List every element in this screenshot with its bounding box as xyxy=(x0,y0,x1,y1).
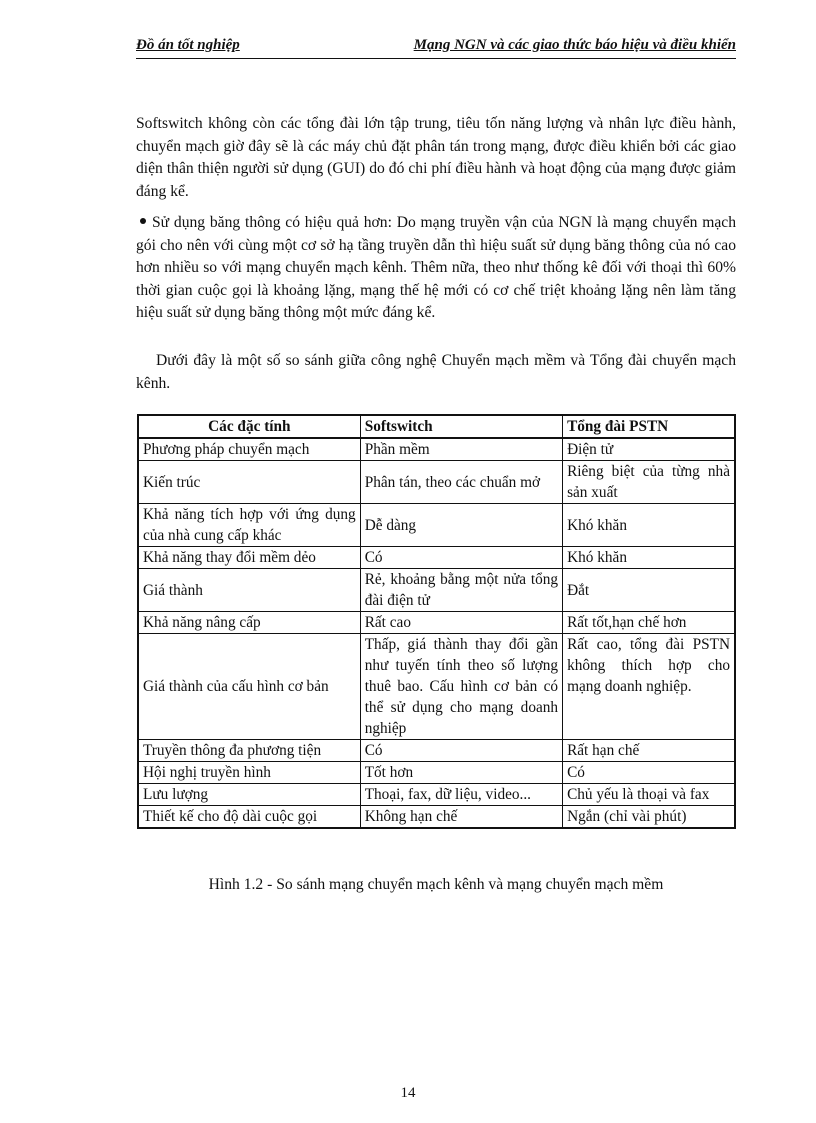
table-cell: Hội nghị truyền hình xyxy=(138,762,360,784)
table-cell: Rất hạn chế xyxy=(563,740,735,762)
paragraph-3 xyxy=(136,350,736,395)
table-cell: Giá thành xyxy=(138,569,360,612)
table-cell: Khó khăn xyxy=(563,547,735,569)
table-cell: Rất cao, tổng đài PSTN không thích hợp cho mạng doanh nghiệp. xyxy=(563,634,735,740)
table-row xyxy=(138,634,735,740)
table-cell: Có xyxy=(360,740,562,762)
paragraph-2-text: Sử dụng băng thông có hiệu quả hơn: Do mạng truyền vận của NGN là mạng chuyển mạch gói cho nên với cùng một cơ sở hạ tầng truyền dẫn thì hiệu suất sử dụng băng thông của nó cao hơn nhiều so với mạng chuyển mạch kênh. Thêm nữa, theo như thống kê đối với thoại thì 60% thời gian cuộc gọi là khoảng lặng, mạng thế hệ mới có cơ chế triệt khoảng lặng nên làm tăng hiệu suất sử dụng băng thông một mức đáng kể. xyxy=(136,214,736,321)
table-row xyxy=(138,806,735,829)
table-cell: Tốt hơn xyxy=(360,762,562,784)
table-cell: Điện tử xyxy=(563,438,735,461)
table-row xyxy=(138,740,735,762)
paragraph-1: Softswitch không còn các tổng đài lớn tập trung, tiêu tốn năng lượng và nhân lực điều hành, chuyển mạch giờ đây sẽ là các máy chủ đặt phân tán trong mạng, được điều khiển bởi các giao diện thân thiện người sử dụng (GUI) do đó chi phí điều hành và hoạt động của mạng được giảm đáng kể. xyxy=(136,115,736,200)
table-cell: Có xyxy=(563,762,735,784)
table-cell: Rẻ, khoảng bằng một nửa tổng đài điện tử xyxy=(360,569,562,612)
table-cell: Đắt xyxy=(563,569,735,612)
table-row xyxy=(138,461,735,504)
header-right-title: Mạng NGN và các giao thức báo hiệu và điều khiển xyxy=(413,37,736,53)
table-cell: Truyền thông đa phương tiện xyxy=(138,740,360,762)
table-cell: Dễ dàng xyxy=(360,504,562,547)
table-row xyxy=(138,784,735,806)
paragraph-3-text: Dưới đây là một số so sánh giữa công nghệ Chuyển mạch mềm và Tổng đài chuyển mạch kênh. xyxy=(136,352,736,392)
table-row xyxy=(138,504,735,547)
table-cell: Khó khăn xyxy=(563,504,735,547)
page-number: 14 xyxy=(400,1085,416,1101)
table-row xyxy=(138,569,735,612)
table-row xyxy=(138,438,735,461)
table-cell: Lưu lượng xyxy=(138,784,360,806)
table-cell: Phương pháp chuyển mạch xyxy=(138,438,360,461)
table-cell: Ngắn (chỉ vài phút) xyxy=(563,806,735,829)
table-cell: Khả năng tích hợp với ứng dụng của nhà cung cấp khác xyxy=(138,504,360,547)
paragraph-2-bullet xyxy=(136,212,736,325)
header-left-title: Đồ án tốt nghiệp xyxy=(136,37,240,53)
table-row xyxy=(138,612,735,634)
figure-caption: Hình 1.2 - So sánh mạng chuyển mạch kênh và mạng chuyển mạch mềm xyxy=(208,876,664,893)
page-header xyxy=(136,36,736,59)
table-cell: Phân tán, theo các chuẩn mở xyxy=(360,461,562,504)
table-header-cell: Các đặc tính xyxy=(138,415,360,438)
table-cell: Chủ yếu là thoại và fax xyxy=(563,784,735,806)
comparison-table xyxy=(137,414,736,829)
table-cell: Thiết kế cho độ dài cuộc gọi xyxy=(138,806,360,829)
table-header-row xyxy=(138,415,735,438)
table-cell: Thấp, giá thành thay đổi gần như tuyến tính theo số lượng thuê bao. Cấu hình cơ bản có thể sử dụng cho mạng doanh nghiệp xyxy=(360,634,562,740)
table-cell: Không hạn chế xyxy=(360,806,562,829)
table-cell: Khả năng thay đổi mềm dẻo xyxy=(138,547,360,569)
table-row xyxy=(138,762,735,784)
table-cell: Có xyxy=(360,547,562,569)
table-cell: Rất tốt,hạn chế hơn xyxy=(563,612,735,634)
table-header-cell: Softswitch xyxy=(360,415,562,438)
table-cell: Thoại, fax, dữ liệu, video... xyxy=(360,784,562,806)
table-cell: Riêng biệt của từng nhà sản xuất xyxy=(563,461,735,504)
table-cell: Phần mềm xyxy=(360,438,562,461)
table-header-cell: Tổng đài PSTN xyxy=(563,415,735,438)
table-cell: Rất cao xyxy=(360,612,562,634)
table-row xyxy=(138,547,735,569)
table-cell: Khả năng nâng cấp xyxy=(138,612,360,634)
table-cell: Kiến trúc xyxy=(138,461,360,504)
bullet-icon xyxy=(140,218,146,224)
table-cell: Giá thành của cấu hình cơ bản xyxy=(138,634,360,740)
